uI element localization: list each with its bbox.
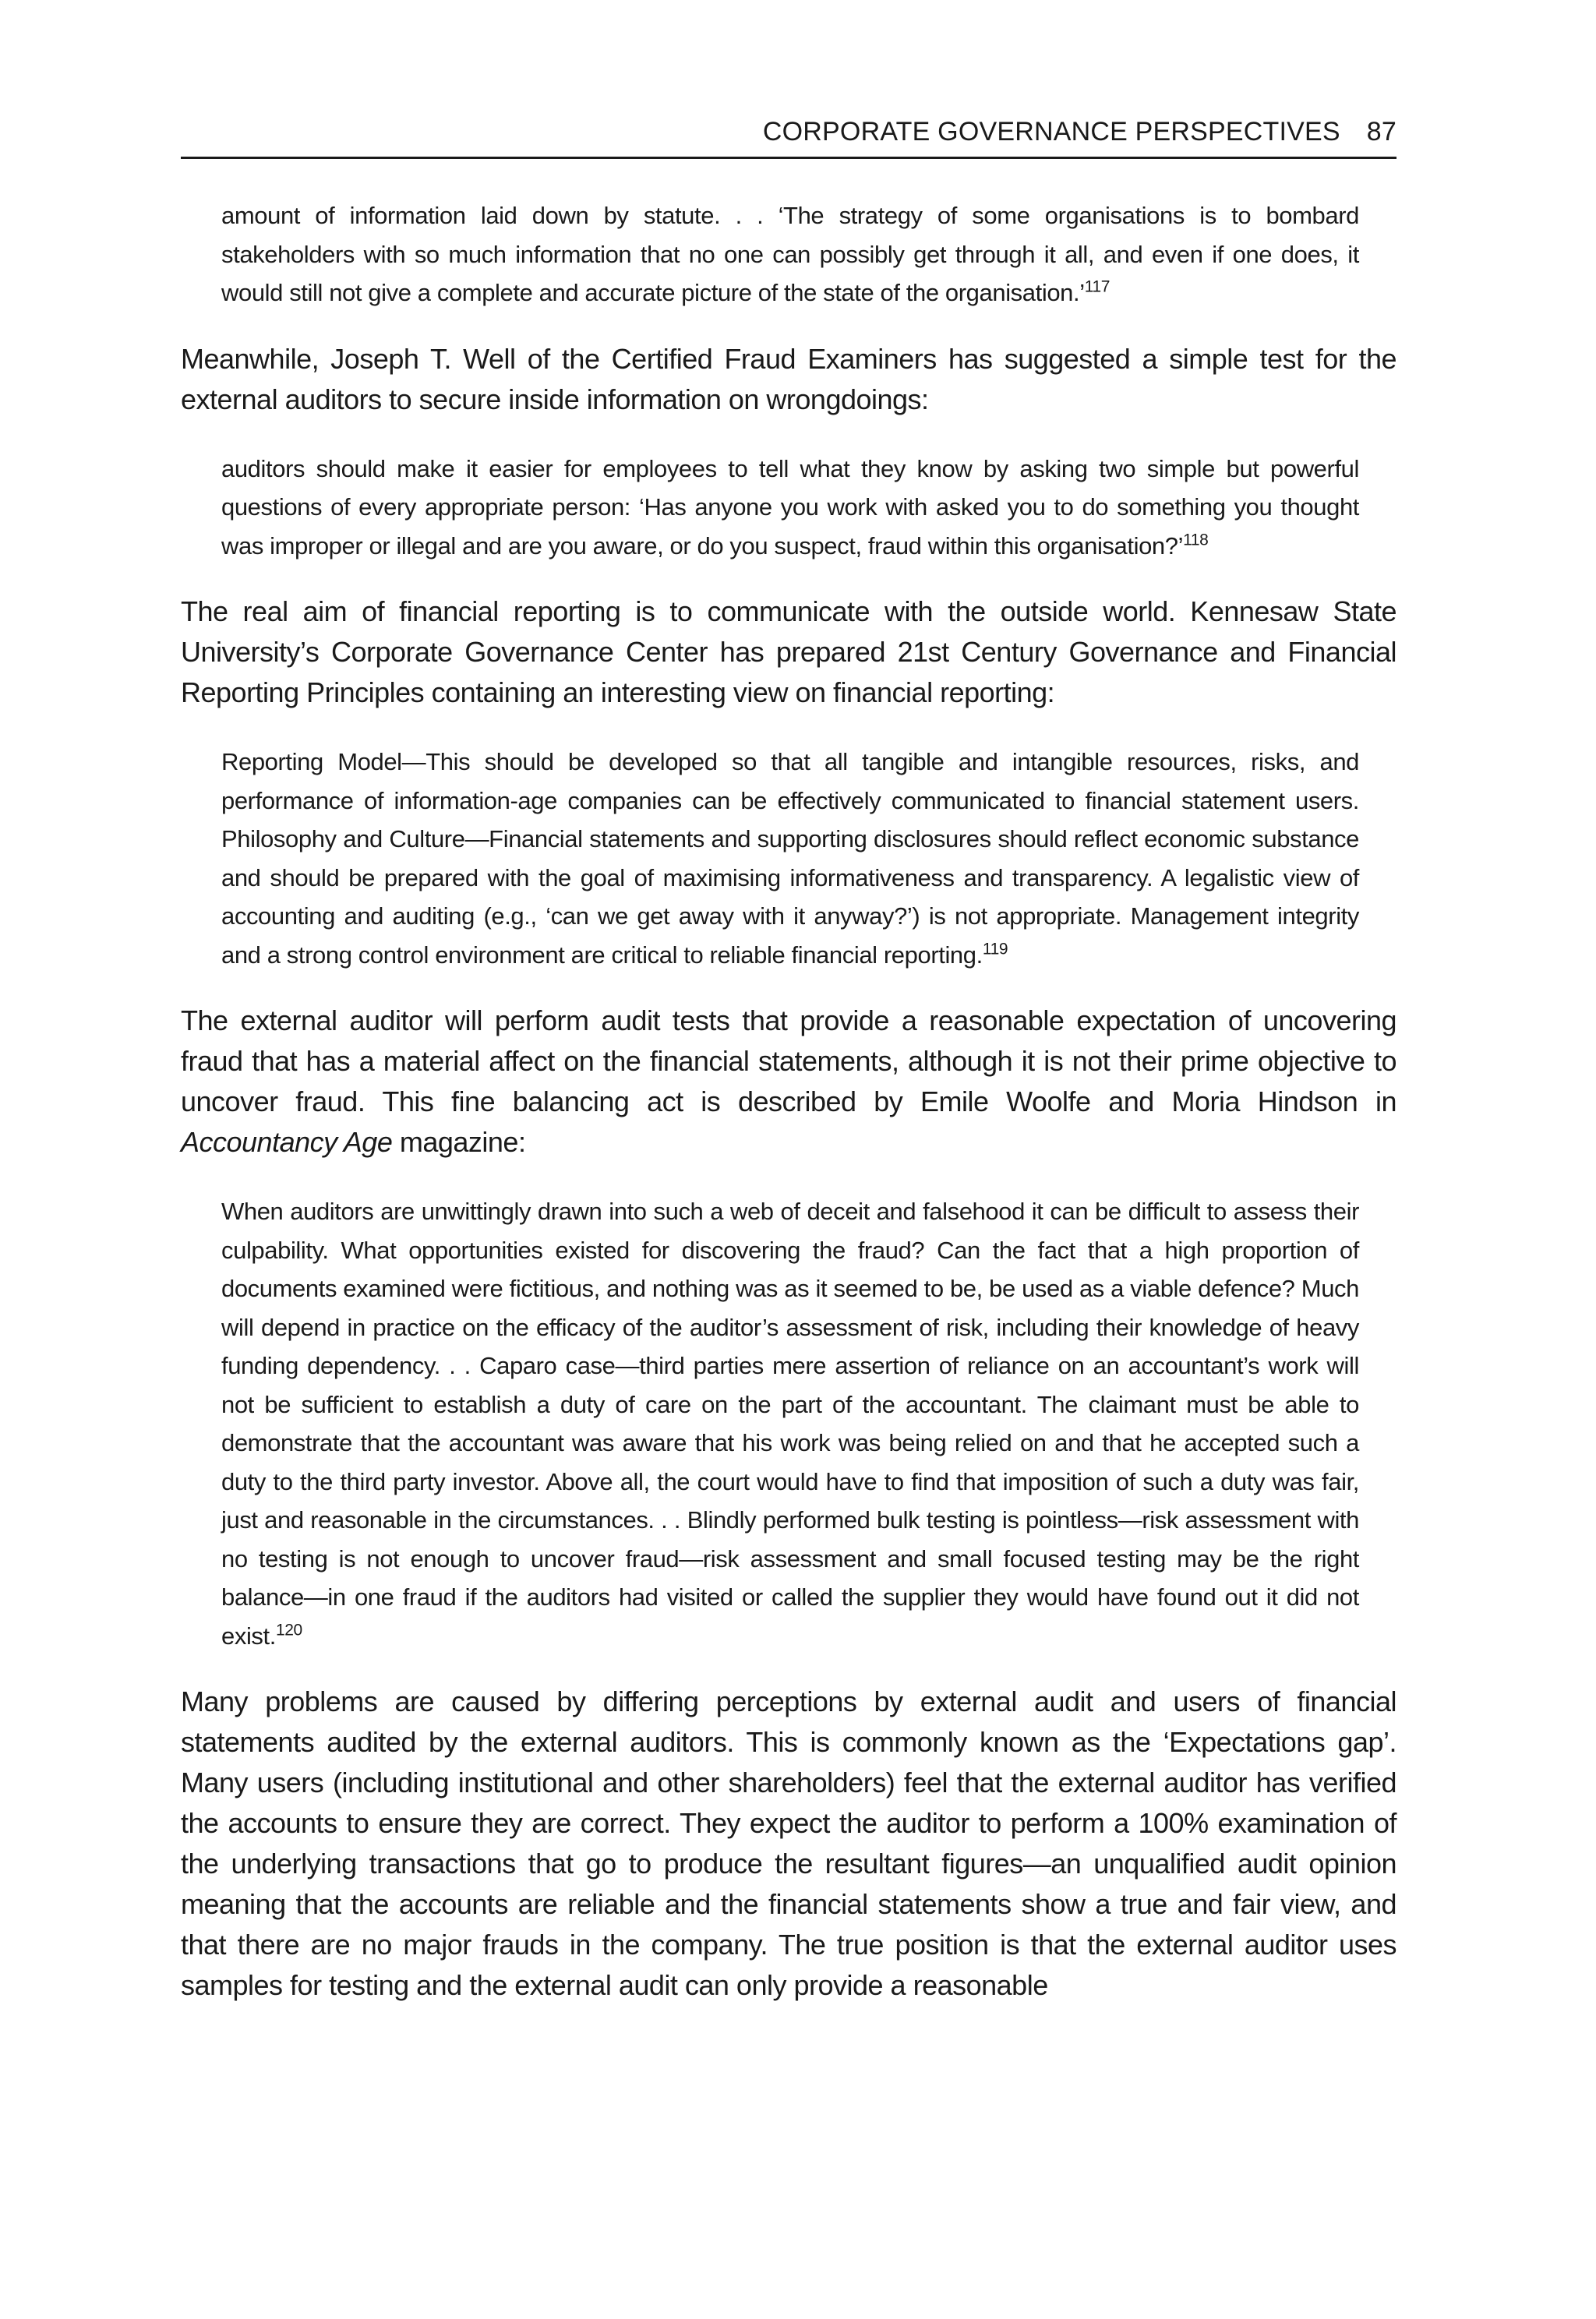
quote-reporting-model [221, 743, 1359, 974]
footnote-ref-120: 120 [275, 1621, 302, 1640]
running-header [181, 117, 1396, 159]
quote-auditor-questions [221, 450, 1359, 566]
footnote-ref-118: 118 [1183, 531, 1209, 549]
quote-text: When auditors are unwittingly drawn into such a web of deceit and falsehood it can be difficult to assess their culpability. What opportunities existed for discovering the fraud? Can the fact that a high proportion of documents examined were fictitious, and nothing was as it seemed to be, be used as a viable defence? Much will depend in practice on the efficacy of the auditor’s assessment of risk, including their knowledge of heavy funding dependency. . . Caparo case—third parties mere assertion of reliance on an accountant’s work will not be sufficient to establish a duty of care on the part of the accountant. The claimant must be able to demonstrate that the accountant was aware that his work was being relied on and that he accepted such a duty to the third party investor. Above all, the court would have to find that imposition of such a duty was fair, just and reasonable in the circumstances. . . Blindly performed bulk testing is pointless—risk assessment with no testing is not enough to uncover fraud—risk assessment and small focused testing may be the right balance—in one fraud if the auditors had visited or called the supplier they would have found out it did not exist. [221, 1198, 1359, 1650]
book-page [181, 117, 1396, 2035]
paragraph-text: The external auditor will perform audit tests that provide a reasonable expectation of uncovering fraud that has a material affect on the financial statements, although it is not their prime objective to uncover fraud. This fine balancing act is described by Emile Woolfe and Moria Hindson in [181, 1004, 1396, 1117]
publication-title: Accountancy Age [181, 1126, 393, 1158]
quote-text: Reporting Model—This should be developed so that all tangible and intangible resources, risks, and performance of information-age companies can be effectively communicated to financial statement users. Philosophy and Culture—Financial statements and supporting disclosures should reflect economic substance and should be prepared with the goal of maximising informativeness and transparency. A legalistic view of accounting and auditing (e.g., ‘can we get away with it anyway?’) is not appropriate. Management integrity and a strong control environment are critical to reliable financial reporting. [221, 748, 1359, 969]
paragraph-external-auditor-tests [181, 1001, 1396, 1163]
paragraph-text-end: magazine: [392, 1126, 526, 1158]
paragraph-text: Meanwhile, Joseph T. Well of the Certified Fraud Examiners has suggested a simple test for the external auditors to secure inside information on wrongdoings: [181, 342, 1396, 415]
running-head-title: CORPORATE GOVERNANCE PERSPECTIVES [762, 117, 1340, 146]
paragraph-expectations-gap [181, 1682, 1396, 2006]
paragraph-text: Many problems are caused by differing perceptions by external audit and users of financial statements audited by the external auditors. This is commonly known as the ‘Expectations gap’. Many users (including institutional and other shareholders) feel that the external auditor has verified the accounts to ensure they are correct. They expect the auditor to perform a 100% examination of the underlying transactions that go to produce the resultant figures—an unqualified audit opinion meaning that the accounts are reliable and the financial statements show a true and fair view, and that there are no major frauds in the company. The true position is that the external auditor uses samples for testing and the external audit can only provide a reasonable [181, 1685, 1396, 2001]
quote-text: amount of information laid down by statute. . . ‘The strategy of some organisations is to bombard stakeholders with so much information that no one can possibly get through it all, and even if one does, it would still not give a complete and accurate picture of the state of the organisation.’ [221, 202, 1359, 306]
quote-text: auditors should make it easier for employees to tell what they know by asking two simple but powerful questions of every appropriate person: ‘Has anyone you work with asked you to do something you thought was improper or illegal and are you aware, or do you suspect, fraud within this organisation?’ [221, 454, 1359, 559]
page-number: 87 [1366, 117, 1396, 146]
footnote-ref-119: 119 [982, 940, 1008, 958]
footnote-ref-117: 117 [1084, 277, 1110, 296]
paragraph-financial-reporting-aim [181, 591, 1396, 713]
quote-statute-information [221, 196, 1359, 312]
paragraph-text: The real aim of financial reporting is to communicate with the outside world. Kennesaw State University’s Corporate Governance Center has prepared 21st Century Governance and Financial Reporting Principles containing an interesting view on financial reporting: [181, 595, 1396, 708]
paragraph-fraud-examiners [181, 339, 1396, 420]
quote-auditor-culpability [221, 1192, 1359, 1655]
